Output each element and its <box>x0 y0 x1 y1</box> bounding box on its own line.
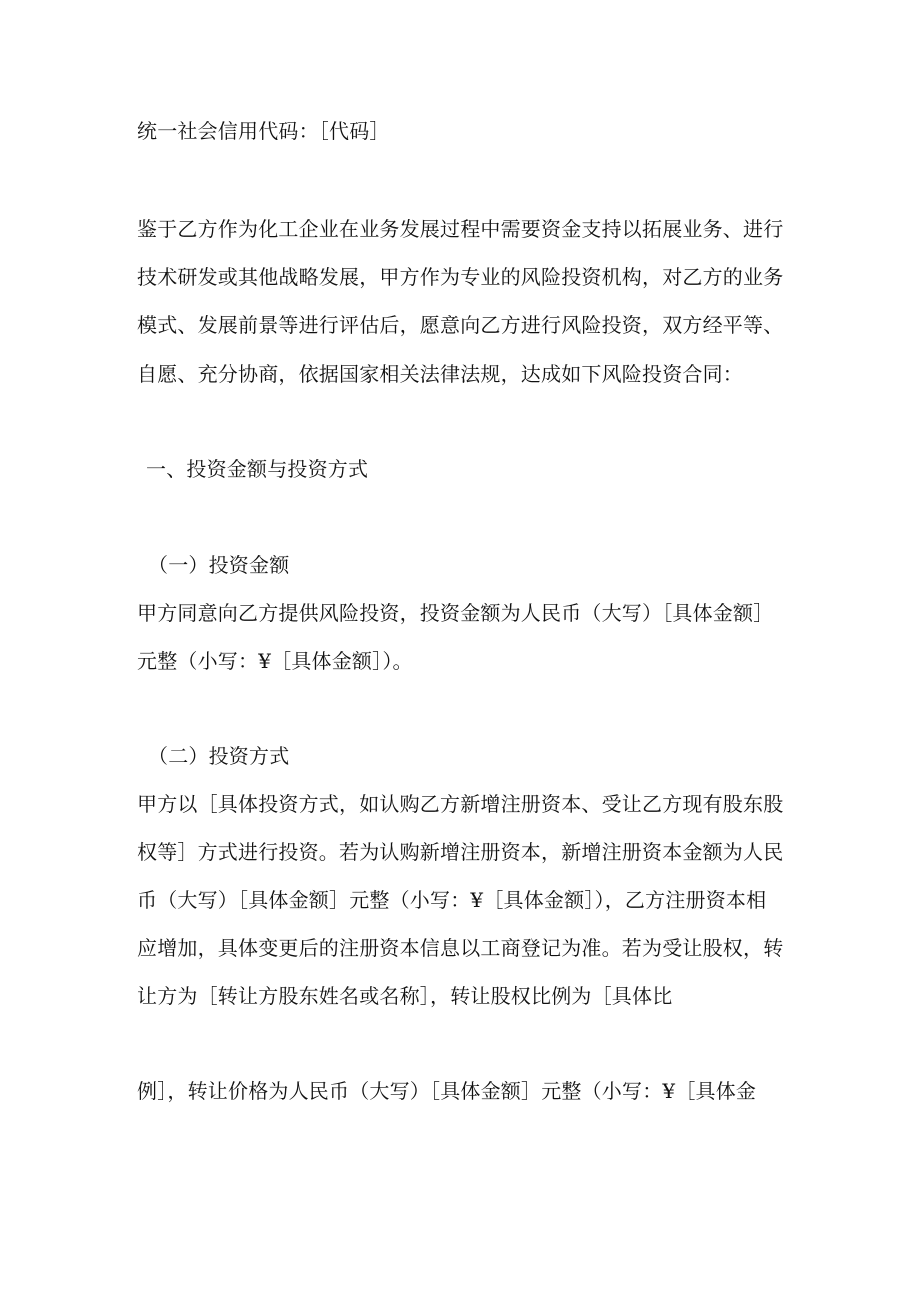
preamble-line-3: 模式、发展前景等进行评估后，愿意向乙方进行风险投资，双方经平等、 <box>137 313 784 337</box>
preamble-line-4: 自愿、充分协商，依据国家相关法律法规，达成如下风险投资合同： <box>137 362 743 386</box>
preamble-line-1: 鉴于乙方作为化工企业在业务发展过程中需要资金支持以拓展业务、进行 <box>137 217 784 241</box>
subsection-heading-amount: （一）投资金额 <box>148 553 290 577</box>
preamble-line-2: 技术研发或其他战略发展，甲方作为专业的风险投资机构，对乙方的业务 <box>137 265 784 289</box>
paragraph-line: 币（大写）［具体金额］元整（小写：¥［具体金额］），乙方注册资本相 <box>137 888 767 912</box>
paragraph-line: 权等］方式进行投资。若为认购新增注册资本，新增注册资本金额为人民 <box>137 840 784 864</box>
credit-code-line: 统一社会信用代码：［代码］ <box>137 119 390 143</box>
paragraph-line: 让方为［转让方股东姓名或名称］，转让股权比例为［具体比 <box>137 984 673 1008</box>
paragraph-line: 例］，转让价格为人民币（大写）［具体金额］元整（小写：¥［具体金 <box>137 1079 757 1103</box>
paragraph-line: 应增加，具体变更后的注册资本信息以工商登记为准。若为受让股权，转 <box>137 936 784 960</box>
paragraph-line: 甲方以［具体投资方式，如认购乙方新增注册资本、受让乙方现有股东股 <box>137 792 784 816</box>
paragraph-line: 元整（小写：¥［具体金额］）。 <box>137 649 413 673</box>
section-heading: 一、投资金额与投资方式 <box>146 457 369 481</box>
subsection-heading-method: （二）投资方式 <box>148 744 290 768</box>
paragraph-line: 甲方同意向乙方提供风险投资，投资金额为人民币（大写）［具体金额］ <box>137 601 774 625</box>
